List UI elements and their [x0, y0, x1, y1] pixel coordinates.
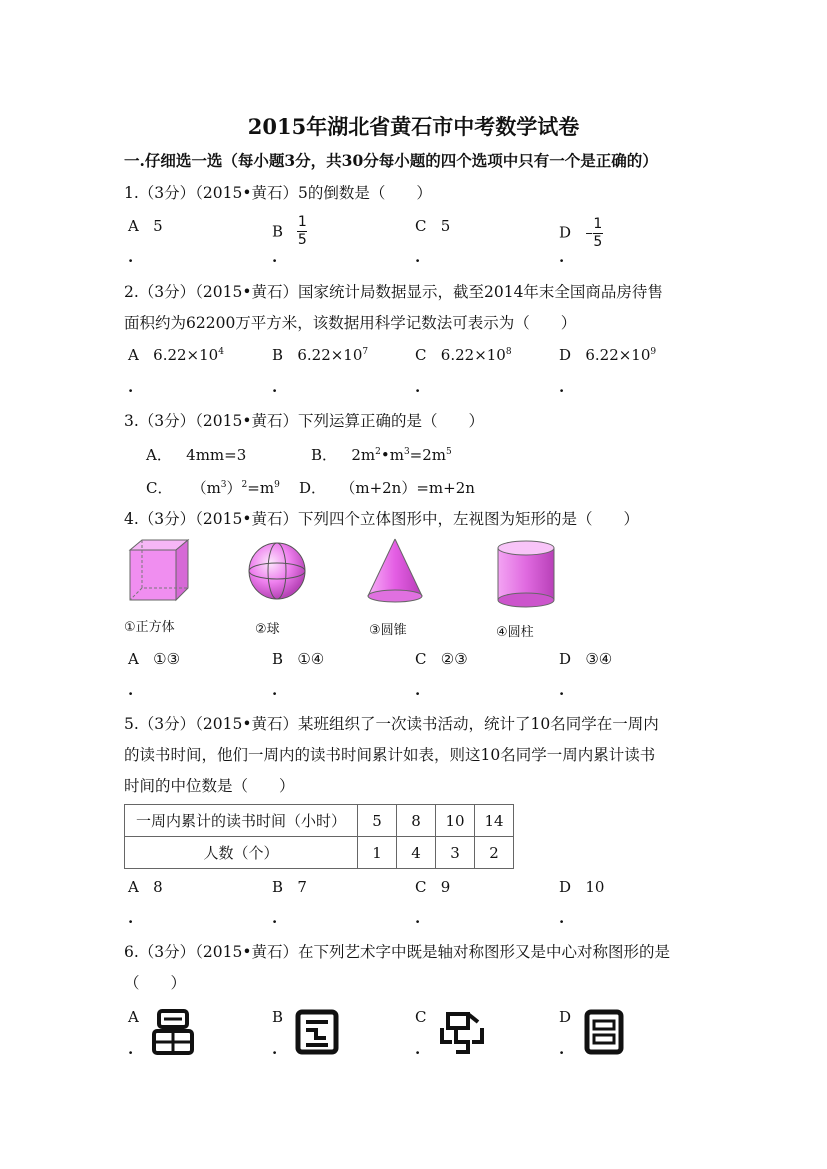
- sphere-figure: [246, 540, 308, 602]
- cube-figure: [122, 538, 192, 608]
- art-glyph-a-icon: [150, 1008, 196, 1056]
- q6-dot-b: .: [272, 1040, 278, 1058]
- q5-stem-line1: 5.（3分）（2015•黄石）某班组织了一次读书活动，统计了10名同学在一周内: [124, 715, 659, 733]
- q4-dot-c: .: [415, 681, 421, 699]
- art-glyph-c-icon: [438, 1008, 486, 1056]
- q6-stem-line2: （ ）: [124, 974, 187, 992]
- q6-dot-d: .: [559, 1040, 565, 1058]
- q4-option-d[interactable]: D ③④: [559, 650, 613, 668]
- q3-option-a[interactable]: A． 4mm=3: [146, 446, 247, 464]
- q2-option-b[interactable]: B $6.22\times 10^7$: [272, 346, 369, 364]
- q5-dot-d: .: [559, 909, 565, 927]
- q1-dot-b: .: [272, 248, 278, 266]
- q4-stem: 4.（3分）（2015•黄石）下列四个立体图形中，左视图为矩形的是（ ）: [124, 510, 639, 528]
- table-row-header: 人数（个）: [125, 837, 358, 869]
- cube-caption: ①正方体: [124, 620, 175, 635]
- sphere-caption: ②球: [255, 622, 280, 637]
- art-glyph-d-icon: [582, 1008, 626, 1056]
- q1-stem: 1.（3分）（2015•黄石）5的倒数是（ ）: [124, 184, 432, 202]
- q5-stem-line3: 时间的中位数是（ ）: [124, 777, 295, 795]
- reading-time-table: [124, 804, 514, 869]
- table-cell: 4: [397, 837, 436, 869]
- q5-dot-c: .: [415, 909, 421, 927]
- q6-dot-a: .: [128, 1040, 134, 1058]
- q3-option-b[interactable]: B． $2m^2•m^3=2m^5$: [311, 446, 452, 464]
- q6-option-c[interactable]: C: [415, 1008, 427, 1026]
- q4-option-a[interactable]: A ①③: [128, 650, 181, 668]
- page-title: 2015年湖北省黄石市中考数学试卷: [247, 114, 580, 139]
- table-cell: 5: [358, 805, 397, 837]
- q2-option-d[interactable]: D $6.22\times 10^9$: [559, 346, 657, 364]
- q5-stem-line2: 的读书时间，他们一周内的读书时间累计如表，则这10名同学一周内累计读书: [124, 746, 656, 764]
- table-row: [125, 805, 514, 837]
- q1-option-b[interactable]: B $\frac{1}{5}$: [272, 214, 307, 248]
- table-row-header: 一周内累计的读书时间（小时）: [125, 805, 358, 837]
- q3-option-d[interactable]: D． （m+2n）=m+2n: [299, 479, 475, 497]
- q5-dot-b: .: [272, 909, 278, 927]
- q5-option-b[interactable]: B 7: [272, 878, 307, 896]
- q1-option-c[interactable]: C 5: [415, 217, 451, 235]
- q6-option-b[interactable]: B: [272, 1008, 284, 1026]
- table-cell: 10: [436, 805, 475, 837]
- q6-option-d[interactable]: D: [559, 1008, 572, 1026]
- section-heading: 一.仔细选一选（每小题3分，共30分每小题的四个选项中只有一个是正确的）: [124, 151, 658, 170]
- q1-dot-c: .: [415, 248, 421, 266]
- table-row: [125, 837, 514, 869]
- q2-dot-a: .: [128, 378, 134, 396]
- q5-option-c[interactable]: C 9: [415, 878, 451, 896]
- cone-caption: ③圆锥: [369, 623, 407, 638]
- q6-dot-c: .: [415, 1040, 421, 1058]
- q2-dot-b: .: [272, 378, 278, 396]
- table-cell: 3: [436, 837, 475, 869]
- q5-option-d[interactable]: D 10: [559, 878, 605, 896]
- q2-dot-c: .: [415, 378, 421, 396]
- table-cell: 1: [358, 837, 397, 869]
- q3-stem: 3.（3分）（2015•黄石）下列运算正确的是（ ）: [124, 412, 484, 430]
- cylinder-figure: [494, 538, 558, 610]
- q4-dot-d: .: [559, 681, 565, 699]
- q4-dot-b: .: [272, 681, 278, 699]
- q3-option-c[interactable]: C． $(m^3)^2=m^9$: [146, 479, 280, 497]
- q5-option-a[interactable]: A 8: [128, 878, 163, 896]
- table-cell: 2: [475, 837, 514, 869]
- q4-option-c[interactable]: C ②③: [415, 650, 468, 668]
- q4-option-b[interactable]: B ①④: [272, 650, 325, 668]
- q1-dot-a: .: [128, 248, 134, 266]
- q1-option-a[interactable]: A 5: [128, 217, 163, 235]
- cylinder-caption: ④圆柱: [496, 625, 534, 640]
- q4-dot-a: .: [128, 681, 134, 699]
- q6-stem-line1: 6.（3分）（2015•黄石）在下列艺术字中既是轴对称图形又是中心对称图形的是: [124, 943, 670, 961]
- q2-dot-d: .: [559, 378, 565, 396]
- q5-dot-a: .: [128, 909, 134, 927]
- q6-option-a[interactable]: A: [128, 1008, 139, 1026]
- table-cell: 8: [397, 805, 436, 837]
- cone-figure: [364, 536, 426, 606]
- q2-stem-line2: 面积约为62200万平方米，该数据用科学记数法可表示为（ ）: [124, 314, 577, 332]
- art-glyph-b-icon: [294, 1008, 340, 1056]
- q2-option-c[interactable]: C $6.22\times 10^8$: [415, 346, 512, 364]
- q1-dot-d: .: [559, 248, 565, 266]
- table-cell: 14: [475, 805, 514, 837]
- q2-option-a[interactable]: A $6.22\times 10^4$: [128, 346, 224, 364]
- q2-stem-line1: 2.（3分）（2015•黄石）国家统计局数据显示，截至2014年末全国商品房待售: [124, 283, 663, 301]
- q1-option-d[interactable]: D – $\frac{1}{5}$: [559, 216, 603, 250]
